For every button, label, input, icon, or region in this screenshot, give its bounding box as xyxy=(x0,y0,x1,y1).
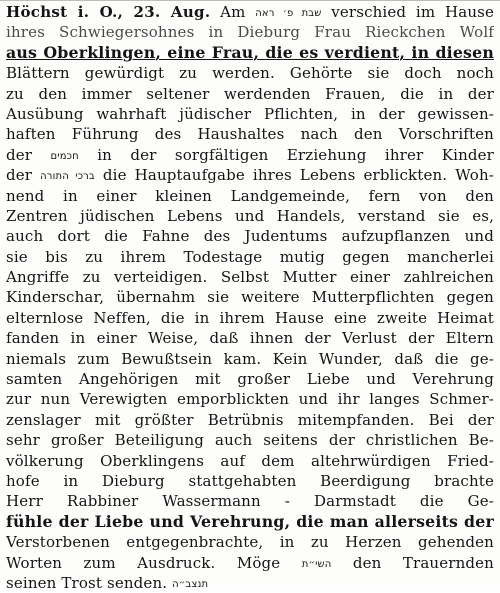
article-line xyxy=(6,389,494,409)
text-run: der xyxy=(6,166,41,185)
article-line xyxy=(6,532,494,552)
article-line xyxy=(6,165,494,185)
article-line xyxy=(6,573,494,593)
article-line xyxy=(6,63,494,83)
hebrew-phrase: ברכי התורה xyxy=(40,171,95,183)
article-line xyxy=(6,247,494,267)
text-run: niemals zum Bewußtsein kam. Kein Wunder, daß die ge- xyxy=(6,349,494,368)
hebrew-phrase: חכמים xyxy=(50,150,79,162)
hebrew-phrase: תנצב״ה xyxy=(172,578,209,590)
text-run: verschied im Hause xyxy=(321,3,494,21)
article-line xyxy=(6,410,494,430)
article-line xyxy=(6,471,494,491)
text-run: den Trauernden xyxy=(331,553,494,572)
top-cut-edge xyxy=(0,0,500,1)
text-run: Ausübung wahrhaft jüdischer Pflichten, in der gewissen- xyxy=(6,104,494,123)
text-run: zenslager mit größter Betrübnis mitempfanden. Bei der xyxy=(6,410,494,429)
text-run: hofe in Dieburg stattgehabten Beerdigung brachte xyxy=(6,471,494,490)
text-run: seinen Trost senden. xyxy=(6,573,173,592)
text-run: nend in einer kleinen Landgemeinde, fern von den xyxy=(6,186,494,205)
article-line xyxy=(6,84,494,104)
text-run: fanden in einer Weise, daß ihnen der Verlust der Eltern xyxy=(6,329,494,348)
text-run: Kinderschar, übernahm sie weitere Mutterpflichten gegen xyxy=(6,288,494,307)
article-line xyxy=(6,22,494,42)
hebrew-phrase: שבת פ׳ ראה xyxy=(255,8,322,19)
text-run: Angriffe zu verteidigen. Selbst Mutter einer zahlreichen xyxy=(6,268,494,287)
article-line xyxy=(6,186,494,206)
article-line xyxy=(6,287,494,307)
text-run: Blättern gewürdigt zu werden. Gehörte sie doch noch xyxy=(6,64,494,83)
text-run: in der sorgfältigen Erziehung ihrer Kinder xyxy=(78,145,494,164)
article-line xyxy=(6,267,494,287)
article-line xyxy=(6,369,494,389)
article-line xyxy=(6,430,494,450)
article-line xyxy=(6,104,494,124)
hebrew-phrase: השי״ת xyxy=(301,558,332,570)
article-line xyxy=(6,2,494,22)
article-line xyxy=(6,124,494,144)
article-line xyxy=(6,491,494,511)
article-line xyxy=(6,308,494,328)
article-line xyxy=(6,451,494,471)
text-run: Am xyxy=(210,3,256,21)
article-line xyxy=(6,206,494,226)
article-line xyxy=(6,226,494,246)
text-run: fühle der Liebe und Verehrung, die man allerseits der xyxy=(6,511,494,531)
text-run: Zentren jüdischen Lebens und Handels, verstand sie es, xyxy=(6,206,494,225)
text-run: die Hauptaufgabe ihres Lebens erblickten. Woh- xyxy=(94,166,494,185)
text-run: Worten zum Ausdruck. Möge xyxy=(6,553,302,572)
text-run: zu den immer seltener werdenden Frauen, die in der xyxy=(6,84,494,103)
text-run: haften Führung des Haushaltes nach den Vorschriften xyxy=(6,125,494,144)
article-line xyxy=(6,512,494,532)
text-run: Verstorbenen entgegenbrachte, in zu Herzen gehenden xyxy=(6,533,494,552)
text-run: samten Angehörigen mit großer Liebe und Verehrung xyxy=(6,370,494,389)
text-run: elternlose Neffen, die in ihrem Hause eine zweite Heimat xyxy=(6,308,494,327)
article-body xyxy=(6,2,494,593)
text-run: völkerung Oberklingens auf dem altehrwürdigen Fried- xyxy=(6,451,494,470)
text-run: sehr großer Beteiligung auch seitens der christlichen Be- xyxy=(6,431,494,450)
article-line xyxy=(6,145,494,165)
text-run: auch dort die Fahne des Judentums aufzupflanzen und xyxy=(6,227,494,246)
text-run: Herr Rabbiner Wassermann - Darmstadt die Ge- xyxy=(6,492,494,511)
article-line xyxy=(6,328,494,348)
text-run: Höchst i. O., 23. Aug. xyxy=(6,3,211,21)
text-run: sie bis zu ihrem Todestage mutig gegen mancherlei xyxy=(6,247,494,266)
text-run: aus Oberklingen, eine Frau, die es verdient, in diesen xyxy=(6,42,494,62)
text-run: zur nun Verewigten emporblickten und ihr langes Schmer- xyxy=(6,390,494,409)
article-line xyxy=(6,553,494,573)
text-run: der xyxy=(6,145,51,164)
article-line xyxy=(6,43,494,63)
text-run: ihres Schwiegersohnes in Dieburg Frau Rieckchen Wolf xyxy=(6,23,494,42)
article-line xyxy=(6,349,494,369)
